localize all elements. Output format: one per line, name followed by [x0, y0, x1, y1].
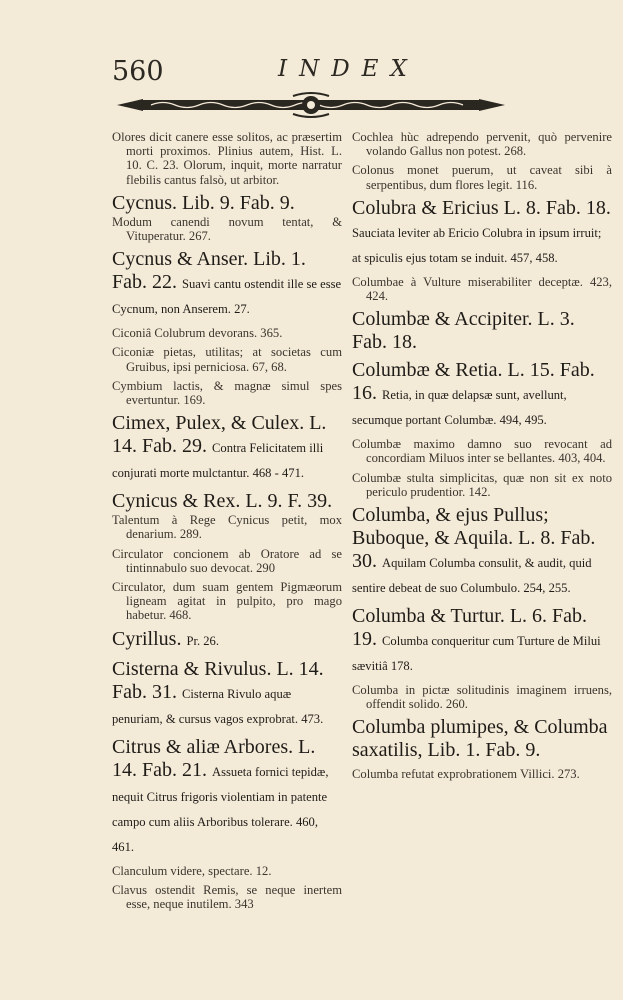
index-entry	[112, 736, 342, 859]
entry-description: Pr. 26.	[186, 633, 219, 648]
index-entry	[112, 412, 342, 485]
index-entry	[112, 628, 342, 653]
entry-heading	[112, 412, 342, 485]
entry-heading	[112, 192, 342, 215]
entry-heading-text: Colubra & Ericius L. 8. Fab. 18.	[352, 196, 611, 219]
entry-text: Colonus monet puerum, ut caveat sibi à serpentibus, dum flores legit. 116.	[352, 163, 612, 192]
entry-heading	[352, 197, 612, 270]
index-entry	[112, 248, 342, 321]
index-entry	[352, 308, 612, 354]
entry-text: Cymbium lactis, & magnæ simul spes evertuntur. 169.	[112, 378, 342, 408]
index-entry	[352, 683, 612, 711]
index-entry	[352, 359, 612, 432]
index-entry	[112, 326, 342, 340]
entry-text: Circulator, dum suam gentem Pigmæorum ligneam agitat in pulpito, pro mago habetur. 468.	[112, 580, 342, 623]
entry-heading	[352, 716, 612, 762]
index-entry	[112, 490, 342, 541]
index-entry	[112, 345, 342, 373]
entry-text: Columbae à Vulture miserabiliter deceptæ. 423, 424.	[352, 274, 612, 304]
index-entry	[352, 197, 612, 270]
entry-text: Columba in pictæ solitudinis imaginem irruens, offendit solido. 260.	[352, 683, 612, 712]
entry-text: Talentum à Rege Cynicus petit, mox denarium. 289.	[112, 513, 342, 542]
index-entry	[352, 504, 612, 600]
index-entry	[352, 767, 612, 781]
entry-heading	[352, 359, 612, 432]
entry-heading-text: Columba, & ejus Pullus; Buboque, & Aquila. L. 8. Fab. 30.	[352, 504, 596, 573]
entry-description: Retia, in quæ delapsæ sunt, avellunt, secumque portant Columbæ. 494, 495.	[352, 388, 567, 428]
entry-heading-text: Cycnus. Lib. 9. Fab. 9.	[112, 191, 295, 214]
entry-text: Columbæ maximo damno suo revocant ad concordiam Miluos inter se bellantes. 403, 404.	[352, 437, 612, 466]
entry-heading-text: Citrus & aliæ Arbores. L. 14. Fab. 21.	[112, 735, 316, 781]
entry-description: Aquilam Columba consulit, & audit, quid sentire debeat de suo Columbulo. 254, 255.	[352, 556, 592, 596]
index-entry	[352, 716, 612, 762]
entry-heading	[352, 605, 612, 678]
entry-heading-text: Cynicus & Rex. L. 9. F. 39.	[112, 490, 333, 513]
entry-heading-text: Cyrillus.	[112, 627, 182, 650]
right-column	[352, 130, 612, 787]
entry-heading-text: Columba plumipes, & Columba saxatilis, Lib. 1. Fab. 9.	[352, 716, 608, 762]
entry-heading-text: Columbæ & Retia. L. 15. Fab. 16.	[352, 359, 595, 405]
ornamental-rule-icon	[113, 90, 509, 120]
index-entry	[112, 192, 342, 243]
entry-text: Clavus ostendit Remis, se neque inertem esse, neque inutilem. 343	[112, 882, 342, 912]
running-head: INDEX	[278, 56, 419, 82]
index-entry	[112, 883, 342, 911]
entry-heading-text: Cisterna & Rivulus. L. 14. Fab. 31.	[112, 657, 324, 703]
entry-description: Columba conqueritur cum Turture de Milui sævitiâ 178.	[352, 634, 601, 674]
entry-description: Suavi cantu ostendit ille se esse Cycnum, non Anserem. 27.	[112, 277, 342, 317]
entry-heading-text: Cycnus & Anser. Lib. 1. Fab. 22.	[112, 248, 306, 294]
left-column	[112, 130, 342, 916]
entry-heading	[112, 248, 342, 321]
index-entry	[112, 864, 342, 878]
entry-text: Ciconiâ Colubrum devorans. 365.	[112, 326, 283, 341]
entry-heading	[112, 628, 342, 653]
index-entry	[112, 130, 342, 187]
index-entry	[352, 130, 612, 158]
entry-heading	[112, 490, 342, 513]
index-entry	[352, 275, 612, 303]
entry-description: Sauciata leviter ab Ericio Colubra in ipsum irruit; at spiculis ejus totam se induit. 457, 458.	[352, 225, 602, 265]
entry-heading	[112, 736, 342, 859]
entry-text: Olores dicit canere esse solitos, ac præsertim morti proximos. Plinius autem, Hist. L. 10. C. 23. Olorum, inquit, morte narratur flebilis cantus falsò, ut arbitor.	[112, 130, 342, 187]
index-entry	[112, 379, 342, 407]
entry-heading-text: Columbæ & Accipiter. L. 3. Fab. 18.	[352, 308, 575, 354]
index-entry	[112, 547, 342, 575]
entry-heading	[112, 658, 342, 731]
entry-text: Modum canendi novum tentat, & Vituperatur. 267.	[112, 214, 342, 244]
entry-text: Columba refutat exprobrationem Villici. 273.	[352, 767, 580, 782]
entry-description: Cisterna Rivulo aquæ penuriam, & cursus vagos exprobrat. 473.	[112, 686, 324, 726]
index-entry	[352, 437, 612, 465]
entry-text: Columbæ stulta simplicitas, quæ non sit ex noto periculo prudentior. 142.	[352, 470, 612, 499]
entry-heading-text: Columba & Turtur. L. 6. Fab. 19.	[352, 605, 588, 651]
entry-text: Clanculum videre, spectare. 12.	[112, 863, 272, 878]
entry-description: Assueta fornici tepidæ, nequit Citrus frigoris violentiam in patente campo cum aliis Arboribus tolerare. 460, 461.	[112, 764, 329, 854]
entry-text: Ciconiæ pietas, utilitas; at societas cum Gruibus, ipsi perniciosa. 67, 68.	[112, 345, 342, 374]
index-entry	[112, 580, 342, 623]
index-entry	[352, 471, 612, 499]
index-entry	[352, 605, 612, 678]
entry-text: Cochlea hùc adrependo pervenit, quò pervenire volando Gallus non potest. 268.	[352, 130, 612, 159]
entry-heading-text: Cimex, Pulex, & Culex. L. 14. Fab. 29.	[112, 412, 327, 458]
index-entry	[112, 658, 342, 731]
index-entry	[352, 163, 612, 191]
entry-heading	[352, 308, 612, 354]
page-number: 560	[112, 56, 164, 87]
entry-heading	[352, 504, 612, 600]
entry-text: Circulator concionem ab Oratore ad se tintinnabulo suo devocat. 290	[112, 546, 342, 575]
entry-description: Contra Felicitatem illi conjurati morte mulctantur. 468 - 471.	[112, 441, 324, 481]
